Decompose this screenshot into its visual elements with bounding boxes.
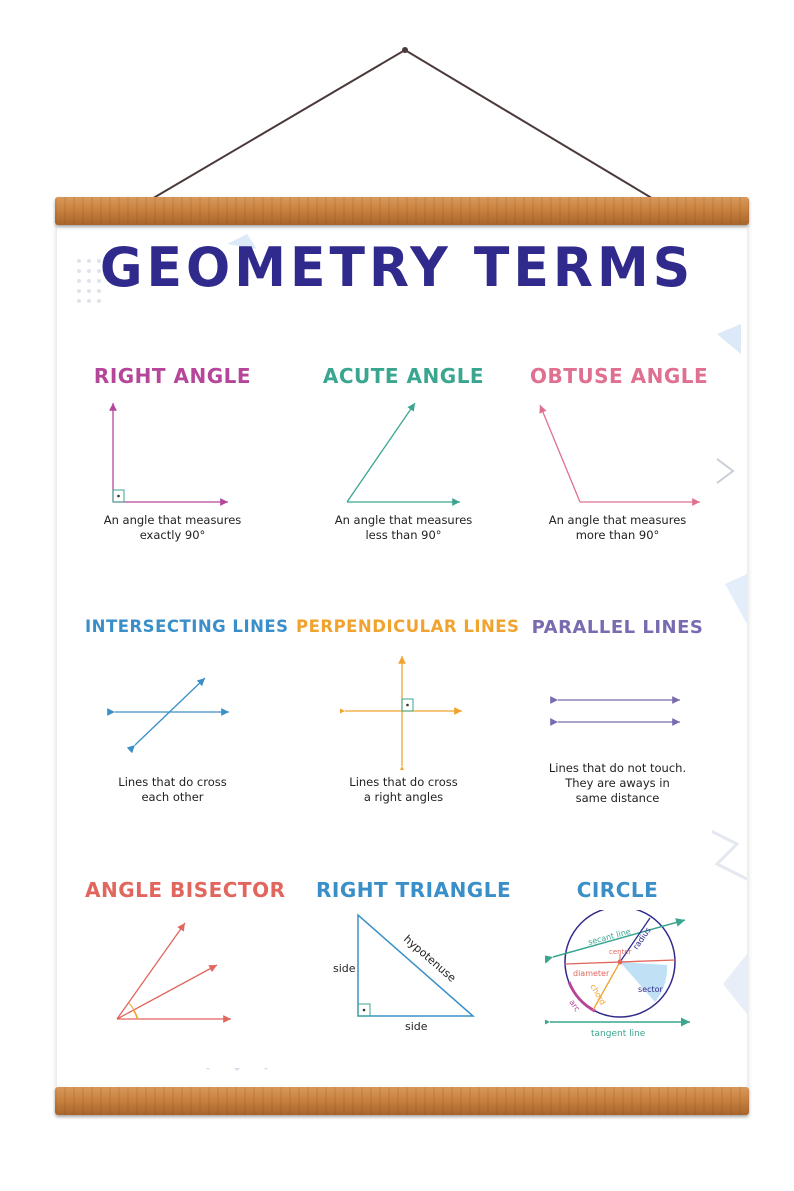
obtuse-angle-diagram xyxy=(530,395,710,510)
hanging-wire xyxy=(0,0,794,230)
right-angle-diagram xyxy=(100,395,240,510)
circle-arc-label: arc xyxy=(567,997,582,1014)
angle-bisector-diagram xyxy=(105,915,240,1030)
description-acute-angle: An angle that measures less than 90° xyxy=(334,513,473,542)
heading-perpendicular-lines: PERPENDICULAR LINES xyxy=(296,617,520,636)
heading-angle-bisector: ANGLE BISECTOR xyxy=(85,878,286,902)
heading-parallel-lines: PARALLEL LINES xyxy=(531,617,704,638)
heading-acute-angle: ACUTE ANGLE xyxy=(322,364,485,388)
circle-chord-label: chord xyxy=(588,982,608,1007)
description-obtuse-angle: An angle that measures more than 90° xyxy=(548,513,687,542)
triangle-side-left-label: side xyxy=(333,962,356,975)
triangle-hypotenuse-label: hypotenuse xyxy=(401,932,459,985)
description-intersecting-lines: Lines that do cross each other xyxy=(118,775,227,804)
description-perpendicular-lines: Lines that do cross a right angles xyxy=(349,775,458,804)
description-right-angle: An angle that measures exactly 90° xyxy=(103,513,242,542)
poster-title: GEOMETRY TERMS xyxy=(99,236,695,300)
acute-angle-diagram xyxy=(335,395,475,510)
heading-obtuse-angle: OBTUSE ANGLE xyxy=(530,364,709,388)
heading-right-triangle: RIGHT TRIANGLE xyxy=(316,878,512,902)
circle-center-label: center xyxy=(609,948,632,956)
circle-radius-label: radius xyxy=(631,925,653,952)
circle-sector xyxy=(620,962,667,1002)
heading-right-angle: RIGHT ANGLE xyxy=(93,364,252,388)
right-triangle-diagram xyxy=(325,910,485,1035)
circle-sector-label: sector xyxy=(638,985,663,994)
description-parallel-lines: Lines that do not touch. They are aways in same distance xyxy=(548,761,687,805)
intersecting-lines-diagram xyxy=(105,665,240,755)
top-wood-rail xyxy=(55,197,749,225)
parallel-lines-diagram xyxy=(550,690,690,735)
heading-circle: CIRCLE xyxy=(576,878,659,902)
circle-secant-label: secant line xyxy=(587,926,632,947)
circle-diagram xyxy=(545,910,695,1045)
triangle-side-bottom-label: side xyxy=(405,1020,428,1033)
perpendicular-lines-diagram xyxy=(340,650,470,770)
heading-intersecting-lines: INTERSECTING LINES xyxy=(85,617,289,636)
bottom-wood-rail xyxy=(55,1087,749,1115)
circle-diameter-label: diameter xyxy=(573,969,610,978)
circle-tangent-label: tangent line xyxy=(591,1029,646,1039)
